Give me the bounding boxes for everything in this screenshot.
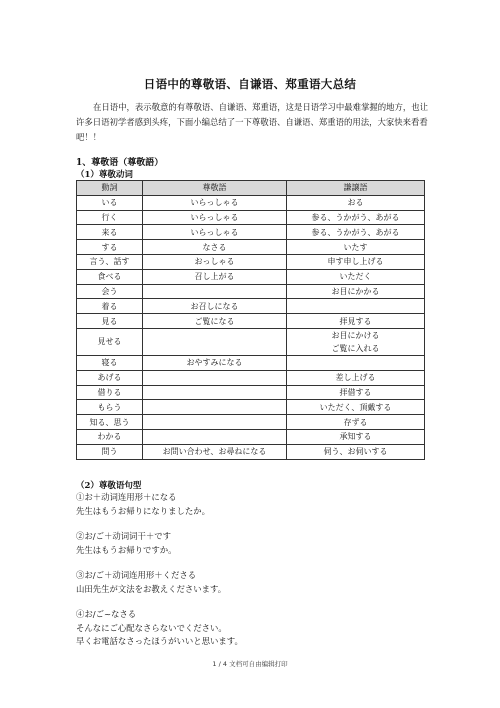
humble-cell: いたす [287, 240, 425, 255]
table-row [77, 314, 425, 329]
honorific-cell: いらっしゃる [143, 195, 287, 210]
pattern-block [76, 530, 436, 557]
pattern-rule: ②お/ご＋动词词干＋です [76, 531, 171, 541]
verb-cell: わかる [77, 429, 143, 444]
humble-cell: 存ずる [287, 415, 425, 430]
table-row [77, 385, 425, 400]
humble-cell: お目にかかる [287, 284, 425, 299]
humble-cell: いただく [287, 269, 425, 284]
honorific-cell [143, 284, 287, 299]
header-honorific: 尊敬語 [143, 181, 287, 196]
section-heading-honorific: 1、尊敬语（尊敬語） [76, 158, 164, 168]
humble-cell: 参る、うかがう、あがる [287, 225, 425, 240]
table-row [77, 240, 425, 255]
humble-cell: おる [287, 195, 425, 210]
verb-cell: あげる [77, 370, 143, 385]
verb-cell: 言う、話す [77, 254, 143, 269]
table-row [77, 444, 425, 459]
honorific-cell: なさる [143, 240, 287, 255]
pattern-example: 先生はもうお帰りですか。 [76, 544, 177, 555]
pattern-example: 早くお電話なさったほうがいいと思います。 [76, 636, 243, 646]
humble-cell: 参る、うかがう、あがる [287, 210, 425, 225]
pattern-rule: ④お/ご~なさる [76, 609, 137, 619]
honorific-cell [143, 385, 287, 400]
verb-cell: 寝る [77, 355, 143, 370]
honorific-cell: いらっしゃる [143, 225, 287, 240]
honorific-cell: ご覧になる [143, 314, 287, 329]
humble-cell: 申す申し上げる [287, 254, 425, 269]
page-footer: 1 / 4 文档可自由编辑打印 [212, 660, 288, 668]
honorific-verb-table [76, 180, 425, 460]
honorific-cell: 召し上がる [143, 269, 287, 284]
table-row [77, 429, 425, 444]
table-row [77, 328, 425, 355]
honorific-cell [143, 429, 287, 444]
pattern-block [76, 569, 436, 596]
verb-cell: 食べる [77, 269, 143, 284]
humble-cell: 拝見する [287, 314, 425, 329]
verb-cell: 行く [77, 210, 143, 225]
honorific-cell [143, 370, 287, 385]
table-row [77, 195, 425, 210]
verb-cell: 会う [77, 284, 143, 299]
honorific-cell: おやすみになる [143, 355, 287, 370]
table-row [77, 355, 425, 370]
table-row [77, 225, 425, 240]
honorific-cell: おっしゃる [143, 254, 287, 269]
verb-cell: 来る [77, 225, 143, 240]
subsection-heading-verbs: （1）尊敬动词 [76, 170, 133, 180]
humble-cell [287, 355, 425, 370]
table-body [77, 195, 425, 459]
verb-cell: 着る [77, 299, 143, 314]
header-humble: 謙譲語 [287, 181, 425, 196]
header-verb: 動詞 [77, 181, 143, 196]
verb-cell: 問う [77, 444, 143, 459]
table-row [77, 254, 425, 269]
honorific-cell: お召しになる [143, 299, 287, 314]
humble-cell: お目にかける ご覧に入れる [287, 328, 425, 355]
subsection-heading-patterns: （2）尊敬语句型 [76, 481, 142, 491]
honorific-cell [143, 328, 287, 355]
table-row [77, 284, 425, 299]
verb-cell: 見る [77, 314, 143, 329]
table-row [77, 370, 425, 385]
intro-paragraph: 在日语中，表示敬意的有尊敬语、自谦语、郑重语，这是日语学习中最难掌握的地方，也让许多日语初学者感到头疼，下面小编总结了一下尊敬语、自谦语、郑重语的用法，大家快来看看吧！！ [76, 102, 428, 142]
verb-cell: もらう [77, 400, 143, 415]
verb-cell: 見せる [77, 328, 143, 355]
pattern-example: そんなにご心配なさらないでください。 [76, 622, 227, 633]
honorific-cell: お問い合わせ、お尋ねになる [143, 444, 287, 459]
humble-cell: 拝借する [287, 385, 425, 400]
verb-cell: する [77, 240, 143, 255]
humble-cell [287, 299, 425, 314]
honorific-cell: いらっしゃる [143, 210, 287, 225]
pattern-block [76, 608, 436, 649]
humble-cell: いただく、頂戴する [287, 400, 425, 415]
table-row [77, 400, 425, 415]
table-row [77, 299, 425, 314]
humble-cell: 伺う、お伺いする [287, 444, 425, 459]
humble-cell: 差し上げる [287, 370, 425, 385]
table-header-row [77, 181, 425, 196]
honorific-cell [143, 415, 287, 430]
pattern-example: 先生はもうお帰りになりましたか。 [76, 505, 210, 516]
table-row [77, 210, 425, 225]
honorific-cell [143, 400, 287, 415]
verb-cell: 知る、思う [77, 415, 143, 430]
table-row [77, 415, 425, 430]
document-title: 日语中的尊敬语、自谦语、郑重语大总结 [143, 77, 357, 91]
pattern-rule: ①お＋动词连用形＋になる [76, 492, 177, 502]
humble-cell: 承知する [287, 429, 425, 444]
pattern-example: 山田先生が文法をお教えくださいます。 [76, 583, 227, 594]
table-row [77, 269, 425, 284]
pattern-rule: ③お/ご＋动词连用形＋くださる [76, 570, 197, 580]
verb-cell: いる [77, 195, 143, 210]
verb-cell: 借りる [77, 385, 143, 400]
pattern-block [76, 491, 436, 518]
